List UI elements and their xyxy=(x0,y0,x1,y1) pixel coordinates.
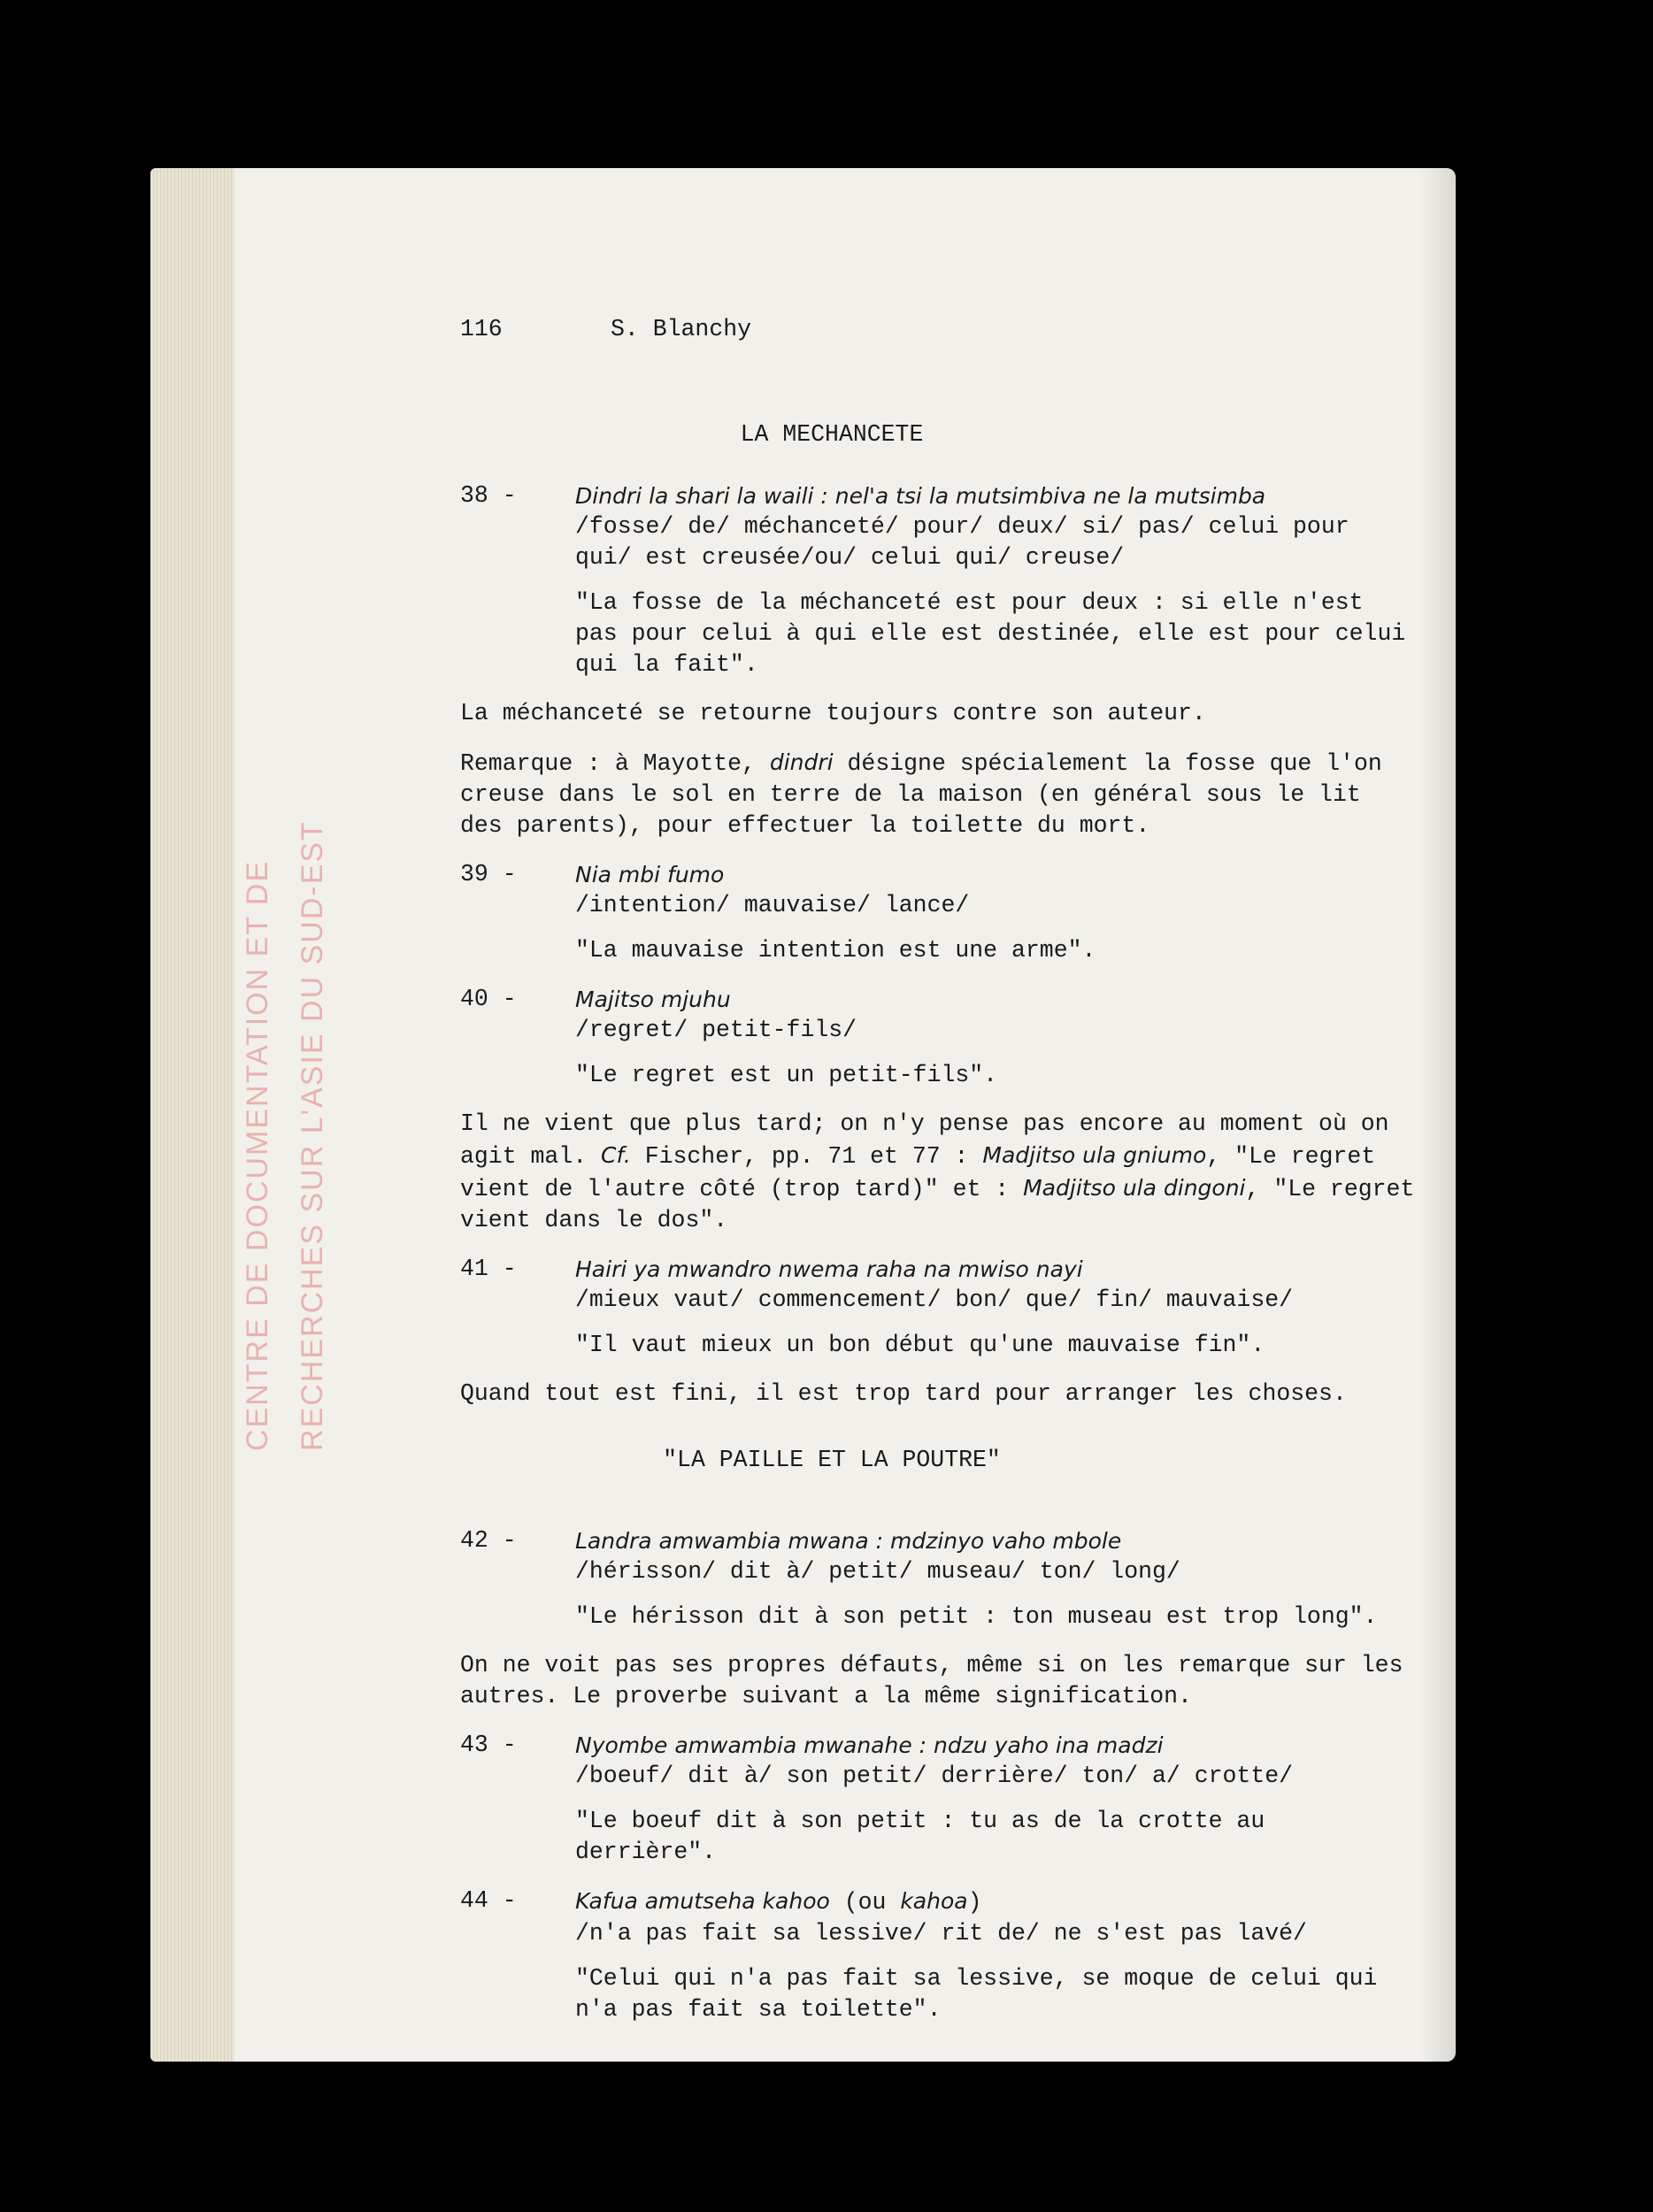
proverb-number: 40 - xyxy=(460,986,517,1012)
stamp-line-2: RECHERCHES SUR L'ASIE DU SUD-EST xyxy=(296,820,329,1451)
proverb-number: 38 - xyxy=(460,482,517,509)
proverb-41 xyxy=(460,1254,1416,1361)
proverb-number: 41 - xyxy=(460,1256,517,1282)
proverb-gloss: /regret/ petit-fils/ xyxy=(575,1017,857,1043)
stamp-line-1: CENTRE DE DOCUMENTATION ET DE xyxy=(241,859,274,1451)
proverb-gloss: /boeuf/ dit à/ son petit/ derrière/ ton/ a/ crotte/ xyxy=(575,1763,1294,1789)
page-number: 116 xyxy=(460,316,503,342)
proverb-38 xyxy=(460,480,1416,680)
proverb-39 xyxy=(460,859,1416,966)
proverb-gloss: /n'a pas fait sa lessive/ rit de/ ne s'est pas lavé/ xyxy=(575,1920,1307,1947)
proverb-translation: "La fosse de la méchanceté est pour deux : si elle n'est pas pour celui à qui elle est destinée, elle est pour celui qui la fait". xyxy=(575,589,1406,678)
proverb-translation: "Le regret est un petit-fils". xyxy=(575,1062,998,1088)
proverb-gloss: /hérisson/ dit à/ petit/ museau/ ton/ long/ xyxy=(575,1558,1180,1585)
proverb-native: Majitso mjuhu xyxy=(575,987,731,1012)
proverb-gloss: /intention/ mauvaise/ lance/ xyxy=(575,892,970,918)
proverb-translation: "Le hérisson dit à son petit : ton museau est trop long". xyxy=(575,1603,1378,1630)
proverb-native: Nyombe amwambia mwanahe : ndzu yaho ina madzi xyxy=(575,1732,1164,1758)
running-header xyxy=(460,314,1416,345)
page-text xyxy=(460,314,1416,2043)
proverb-translation: "La mauvaise intention est une arme". xyxy=(575,937,1096,964)
section-title-mechancete: LA MECHANCETE xyxy=(740,421,924,448)
proverb-gloss: /mieux vaut/ commencement/ bon/ que/ fin/ mauvaise/ xyxy=(575,1286,1294,1313)
page-shadow xyxy=(1420,168,1456,2062)
proverb-42 xyxy=(460,1525,1416,1632)
proverb-40 xyxy=(460,984,1416,1091)
comment-text: Quand tout est fini, il est trop tard pour arranger les choses. xyxy=(460,1380,1347,1407)
proverb-native: Landra amwambia mwana : mdzinyo vaho mbole xyxy=(575,1528,1122,1554)
proverb-number: 43 - xyxy=(460,1732,517,1758)
proverb-translation: "Celui qui n'a pas fait sa lessive, se moque de celui qui n'a pas fait sa toilette". xyxy=(575,1965,1378,2023)
page-edges xyxy=(150,168,234,2062)
comment-text: La méchanceté se retourne toujours contre son auteur. xyxy=(460,700,1206,726)
proverb-gloss: /fosse/ de/ méchanceté/ pour/ deux/ si/ pas/ celui pour qui/ est creusée/ou/ celui qui/ creuse/ xyxy=(575,513,1349,571)
proverb-native: Dindri la shari la waili : nel'a tsi la mutsimbiva ne la mutsimba xyxy=(575,483,1266,509)
proverb-native: Hairi ya mwandro nwema raha na mwiso nayi xyxy=(575,1256,1083,1282)
proverb-44 xyxy=(460,1886,1416,2025)
proverb-43 xyxy=(460,1730,1416,1868)
section-title-paille-poutre: "LA PAILLE ET LA POUTRE" xyxy=(663,1447,1001,1473)
author-name: S. Blanchy xyxy=(611,316,752,342)
comment-text: On ne voit pas ses propres défauts, même si on les remarque sur les autres. Le proverbe suivant a la même signification. xyxy=(460,1652,1403,1709)
proverb-number: 42 - xyxy=(460,1527,517,1554)
proverb-translation: "Il vaut mieux un bon début qu'une mauvaise fin". xyxy=(575,1332,1265,1358)
proverb-translation: "Le boeuf dit à son petit : tu as de la crotte au derrière". xyxy=(575,1808,1265,1865)
comment-regret: Il ne vient que plus tard; on n'y pense pas encore au moment où on agit mal. Cf. Fischer, pp. 71 et 77 : Madjitso ula gniumo, "Le regret vient de l'autre côté (trop tard)" et : Madjitso ula dingoni, "Le regret vient dans le dos". xyxy=(460,1110,1415,1233)
proverb-native: Kafua amutseha kahoo (ou kahoa) xyxy=(575,1888,982,1916)
proverb-number: 39 - xyxy=(460,861,517,887)
proverb-native: Nia mbi fumo xyxy=(575,862,725,887)
proverb-number: 44 - xyxy=(460,1887,517,1914)
comment-remarque: Remarque : à Mayotte, dindri désigne spécialement la fosse que l'on creuse dans le sol en terre de la maison (en général sous le lit des parents), pour effectuer la toilette du mort. xyxy=(460,749,1382,839)
